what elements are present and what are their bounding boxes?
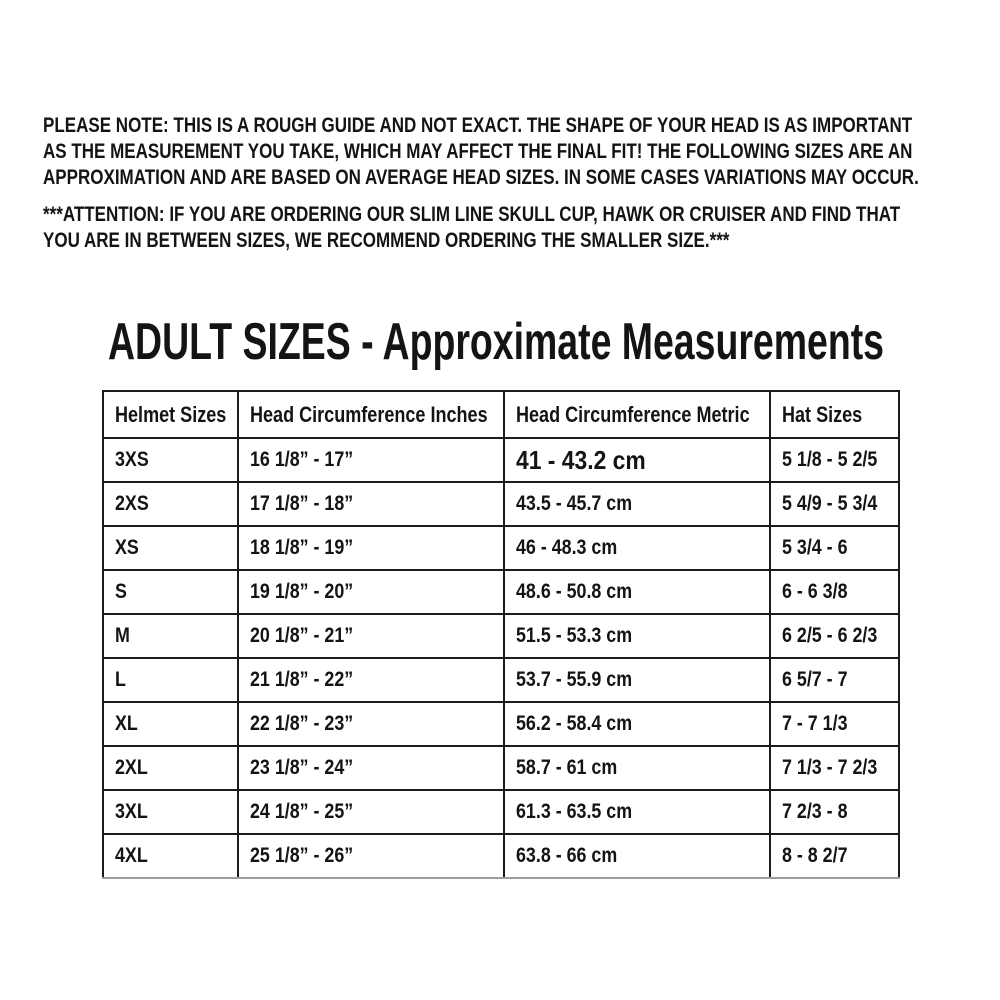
hat-size-value: 7 2/3 - 8 — [782, 800, 848, 823]
helmet-size-cell — [103, 746, 238, 790]
size-table — [102, 390, 900, 879]
inches-value: 17 1/8” - 18” — [250, 492, 354, 515]
please-note-line — [43, 165, 1000, 191]
helmet-size-value: 2XS — [115, 492, 149, 515]
inches-value: 22 1/8” - 23” — [250, 712, 354, 735]
hat-size-value: 5 4/9 - 5 3/4 — [782, 492, 878, 515]
inches-value: 16 1/8” - 17” — [250, 448, 354, 471]
inches-cell — [238, 834, 504, 878]
helmet-size-value: XS — [115, 536, 139, 559]
please-note-line-text: PLEASE NOTE: THIS IS A ROUGH GUIDE AND NOT EXACT. THE SHAPE OF YOUR HEAD IS AS IMPORTANT — [43, 114, 913, 137]
table-row — [103, 790, 899, 834]
inches-cell — [238, 438, 504, 482]
inches-cell — [238, 658, 504, 702]
hat-size-value: 7 - 7 1/3 — [782, 712, 848, 735]
column-header-metric — [504, 391, 770, 438]
metric-cell — [504, 746, 770, 790]
hat-size-cell — [770, 790, 899, 834]
inches-cell — [238, 570, 504, 614]
table-row — [103, 614, 899, 658]
metric-cell — [504, 790, 770, 834]
metric-value: 58.7 - 61 cm — [516, 756, 618, 779]
hat-size-value: 8 - 8 2/7 — [782, 844, 848, 867]
hat-size-cell — [770, 834, 899, 878]
table-row — [103, 658, 899, 702]
hat-size-value: 6 - 6 3/8 — [782, 580, 848, 603]
inches-value: 21 1/8” - 22” — [250, 668, 354, 691]
please-note-line — [43, 113, 1000, 139]
helmet-size-cell — [103, 526, 238, 570]
table-header-row — [103, 391, 899, 438]
metric-cell — [504, 438, 770, 482]
inches-cell — [238, 614, 504, 658]
table-row — [103, 526, 899, 570]
column-header-inches — [238, 391, 504, 438]
column-header-hat-sizes — [770, 391, 899, 438]
attention-line-text: ***ATTENTION: IF YOU ARE ORDERING OUR SLIM LINE SKULL CUP, HAWK OR CRUISER AND FIND THAT — [43, 203, 901, 226]
hat-size-value: 5 1/8 - 5 2/5 — [782, 448, 878, 471]
helmet-size-value: 2XL — [115, 756, 148, 779]
page-title-text: ADULT SIZES - Approximate Measurements — [108, 313, 884, 371]
hat-size-cell — [770, 526, 899, 570]
helmet-size-cell — [103, 614, 238, 658]
hat-size-cell — [770, 614, 899, 658]
hat-size-value: 6 5/7 - 7 — [782, 668, 848, 691]
please-note-line — [43, 139, 1000, 165]
table-row — [103, 746, 899, 790]
hat-size-value: 7 1/3 - 7 2/3 — [782, 756, 878, 779]
table-row — [103, 438, 899, 482]
metric-cell — [504, 614, 770, 658]
metric-value: 43.5 - 45.7 cm — [516, 492, 633, 515]
page-title — [108, 313, 1000, 371]
metric-value: 63.8 - 66 cm — [516, 844, 618, 867]
please-note-line-text: APPROXIMATION AND ARE BASED ON AVERAGE HEAD SIZES. IN SOME CASES VARIATIONS MAY OCCUR. — [43, 166, 919, 189]
hat-size-value: 5 3/4 - 6 — [782, 536, 848, 559]
inches-value: 24 1/8” - 25” — [250, 800, 354, 823]
table-row — [103, 702, 899, 746]
metric-cell — [504, 570, 770, 614]
hat-size-cell — [770, 438, 899, 482]
hat-size-cell — [770, 702, 899, 746]
column-header-label: Head Circumference Metric — [516, 401, 750, 427]
helmet-size-value: 4XL — [115, 844, 148, 867]
hat-size-cell — [770, 570, 899, 614]
inches-value: 20 1/8” - 21” — [250, 624, 354, 647]
metric-value: 56.2 - 58.4 cm — [516, 712, 633, 735]
column-header-label: Hat Sizes — [782, 401, 863, 427]
inches-cell — [238, 746, 504, 790]
metric-value: 46 - 48.3 cm — [516, 536, 618, 559]
helmet-size-value: L — [115, 668, 126, 691]
metric-cell — [504, 482, 770, 526]
column-header-label: Helmet Sizes — [115, 401, 227, 427]
inches-value: 19 1/8” - 20” — [250, 580, 354, 603]
helmet-size-cell — [103, 702, 238, 746]
helmet-size-value: 3XS — [115, 448, 149, 471]
helmet-size-cell — [103, 482, 238, 526]
table-row — [103, 834, 899, 878]
inches-cell — [238, 702, 504, 746]
helmet-size-value: 3XL — [115, 800, 148, 823]
helmet-size-cell — [103, 790, 238, 834]
column-header-label: Head Circumference Inches — [250, 401, 488, 427]
hat-size-value: 6 2/5 - 6 2/3 — [782, 624, 878, 647]
helmet-size-cell — [103, 658, 238, 702]
metric-value: 61.3 - 63.5 cm — [516, 800, 633, 823]
metric-value: 48.6 - 50.8 cm — [516, 580, 633, 603]
metric-cell — [504, 834, 770, 878]
inches-cell — [238, 482, 504, 526]
hat-size-cell — [770, 658, 899, 702]
helmet-size-value: XL — [115, 712, 138, 735]
inches-value: 18 1/8” - 19” — [250, 536, 354, 559]
column-header-helmet-sizes — [103, 391, 238, 438]
hat-size-cell — [770, 746, 899, 790]
helmet-size-cell — [103, 834, 238, 878]
helmet-size-cell — [103, 438, 238, 482]
metric-value: 53.7 - 55.9 cm — [516, 668, 633, 691]
metric-cell — [504, 526, 770, 570]
attention-line — [43, 202, 1000, 228]
attention-line — [43, 228, 1000, 254]
please-note-line-text: AS THE MEASUREMENT YOU TAKE, WHICH MAY AFFECT THE FINAL FIT! THE FOLLOWING SIZES ARE AN — [43, 140, 913, 163]
inches-value: 25 1/8” - 26” — [250, 844, 354, 867]
helmet-size-cell — [103, 570, 238, 614]
please-note-text — [43, 113, 1000, 191]
helmet-size-value: M — [115, 624, 130, 647]
hat-size-cell — [770, 482, 899, 526]
table-row — [103, 482, 899, 526]
helmet-size-value: S — [115, 580, 127, 603]
attention-text — [43, 202, 1000, 254]
attention-line-text: YOU ARE IN BETWEEN SIZES, WE RECOMMEND ORDERING THE SMALLER SIZE.*** — [43, 229, 730, 252]
metric-cell — [504, 658, 770, 702]
inches-cell — [238, 790, 504, 834]
table-row — [103, 570, 899, 614]
inches-value: 23 1/8” - 24” — [250, 756, 354, 779]
metric-value-emphasized: 41 - 43.2 cm — [516, 444, 646, 475]
metric-value: 51.5 - 53.3 cm — [516, 624, 633, 647]
metric-cell — [504, 702, 770, 746]
inches-cell — [238, 526, 504, 570]
